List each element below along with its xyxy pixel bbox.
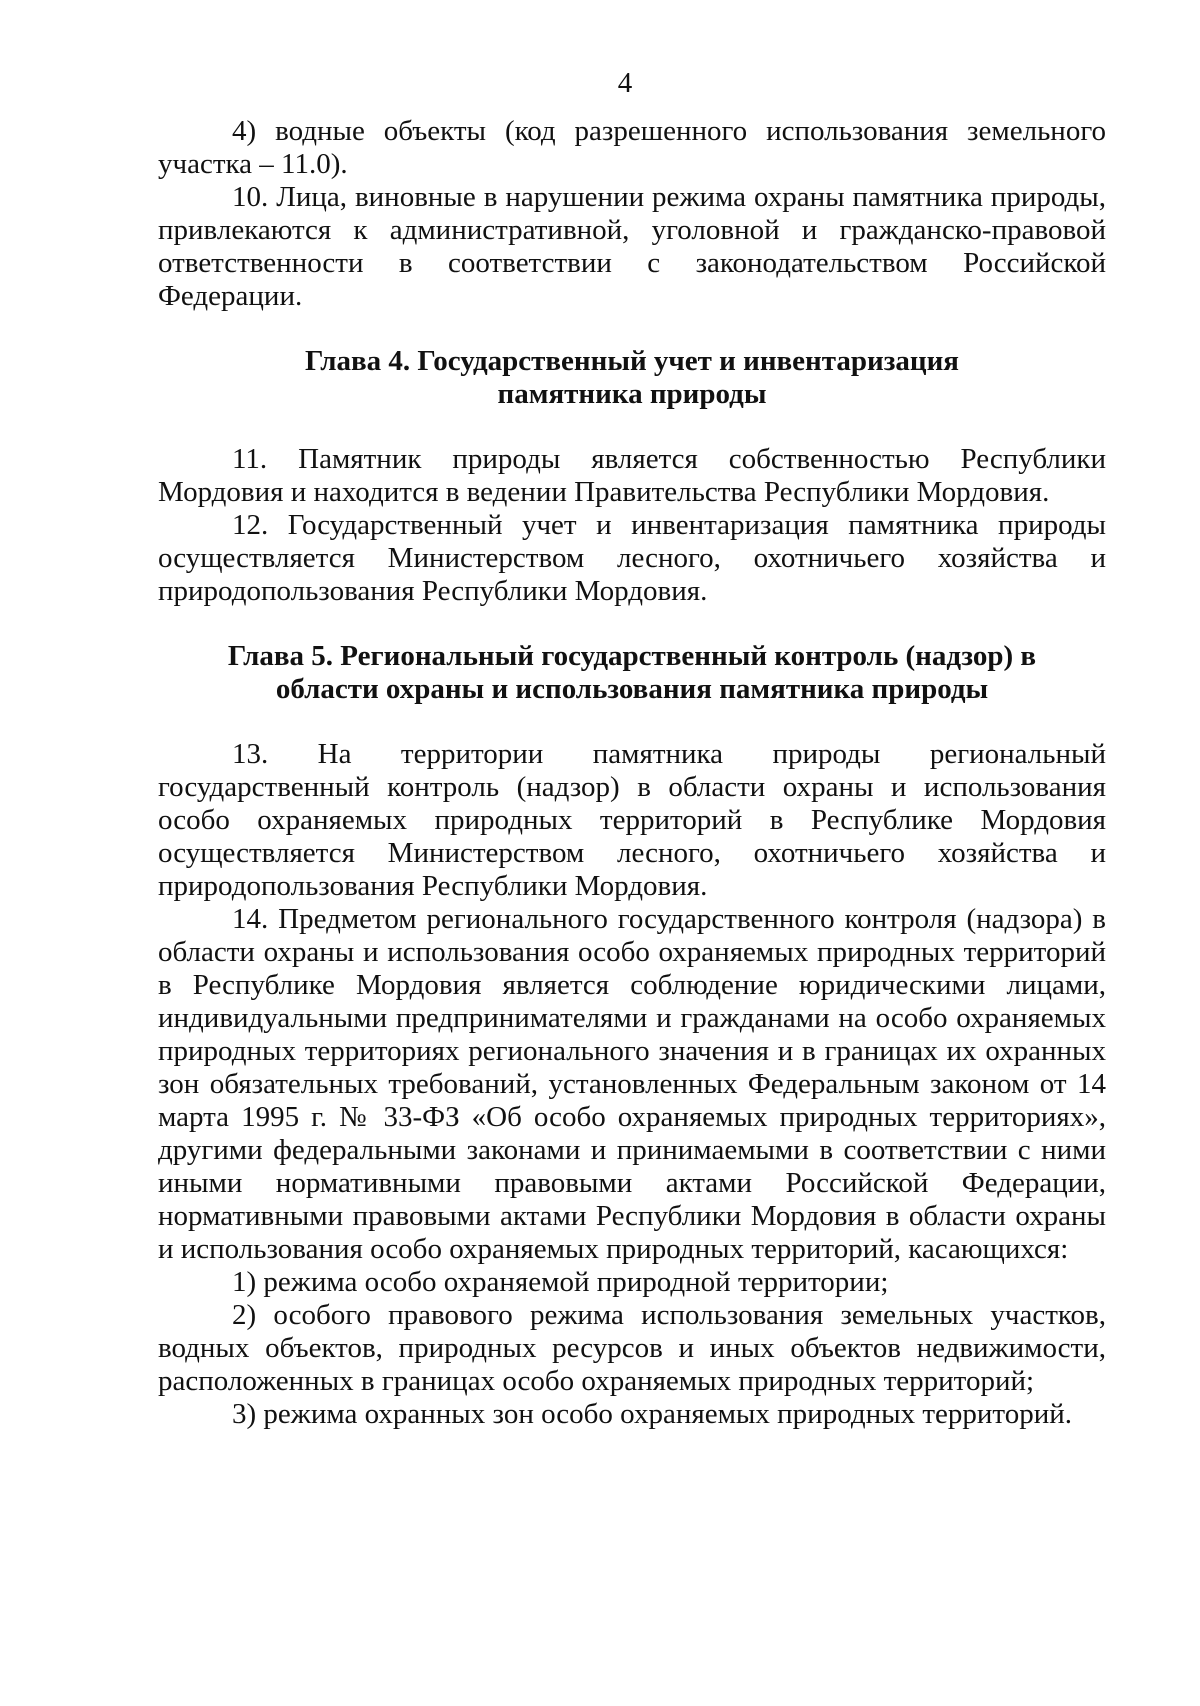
chapter-5-heading [158,640,1106,706]
chapter-5-heading-line-2: области охраны и использования памятника природы [275,673,989,705]
chapter-4-heading [158,345,1106,411]
paragraph-item-4-water: 4) водные объекты (код разрешенного использования земельного участка – 11.0). [158,115,1106,180]
page-number: 4 [617,67,633,99]
list-item-2-legal-regime: 2) особого правового режима использования земельных участков, водных объектов, природных ресурсов и иных объектов недвижимости, расположенных в границах особо охраняемых природных территорий; [158,1299,1106,1397]
list-item-1-regime: 1) режима особо охраняемой природной территории; [232,1266,889,1298]
chapter-4-heading-line-2: памятника природы [497,378,767,410]
chapter-4-heading-line-1: Глава 4. Государственный учет и инвентаризация [305,345,959,377]
paragraph-11-ownership: 11. Памятник природы является собственностью Республики Мордовия и находится в ведении Правительства Республики Мордовия. [158,443,1106,508]
paragraph-14-subject: 14. Предметом регионального государственного контроля (надзора) в области охраны и использования особо охраняемых природных территорий в Республике Мордовия является соблюдение юридическими лицами, индивидуальными предпринимателями и гражданами на особо охраняемых природных территориях регионального значения и в границах их охранных зон обязательных требований, установленных Федеральным законом от 14 марта 1995 г. № 33-ФЗ «Об особо охраняемых природных территориях», другими федеральными законами и принимаемыми в соответствии с ними иными нормативными правовыми актами Российской Федерации, нормативными правовыми актами Республики Мордовия в области охраны и использования особо охраняемых природных территорий, касающихся: [158,903,1106,1265]
list-item-3-protection-zones: 3) режима охранных зон особо охраняемых природных территорий. [232,1398,1073,1430]
paragraph-10-liability: 10. Лица, виновные в нарушении режима охраны памятника природы, привлекаются к административной, уголовной и гражданско-правовой ответственности в соответствии с законодательством Российской Федерации. [158,181,1106,312]
paragraph-12-accounting: 12. Государственный учет и инвентаризация памятника природы осуществляется Министерством лесного, охотничьего хозяйства и природопользования Республики Мордовия. [158,509,1106,607]
chapter-5-heading-line-1: Глава 5. Региональный государственный контроль (надзор) в [227,640,1037,672]
document-body [158,115,1106,1431]
paragraph-13-control: 13. На территории памятника природы региональный государственный контроль (надзор) в области охраны и использования особо охраняемых природных территорий в Республике Мордовия осуществляется Министерством лесного, охотничьего хозяйства и природопользования Республики Мордовия. [158,738,1106,902]
